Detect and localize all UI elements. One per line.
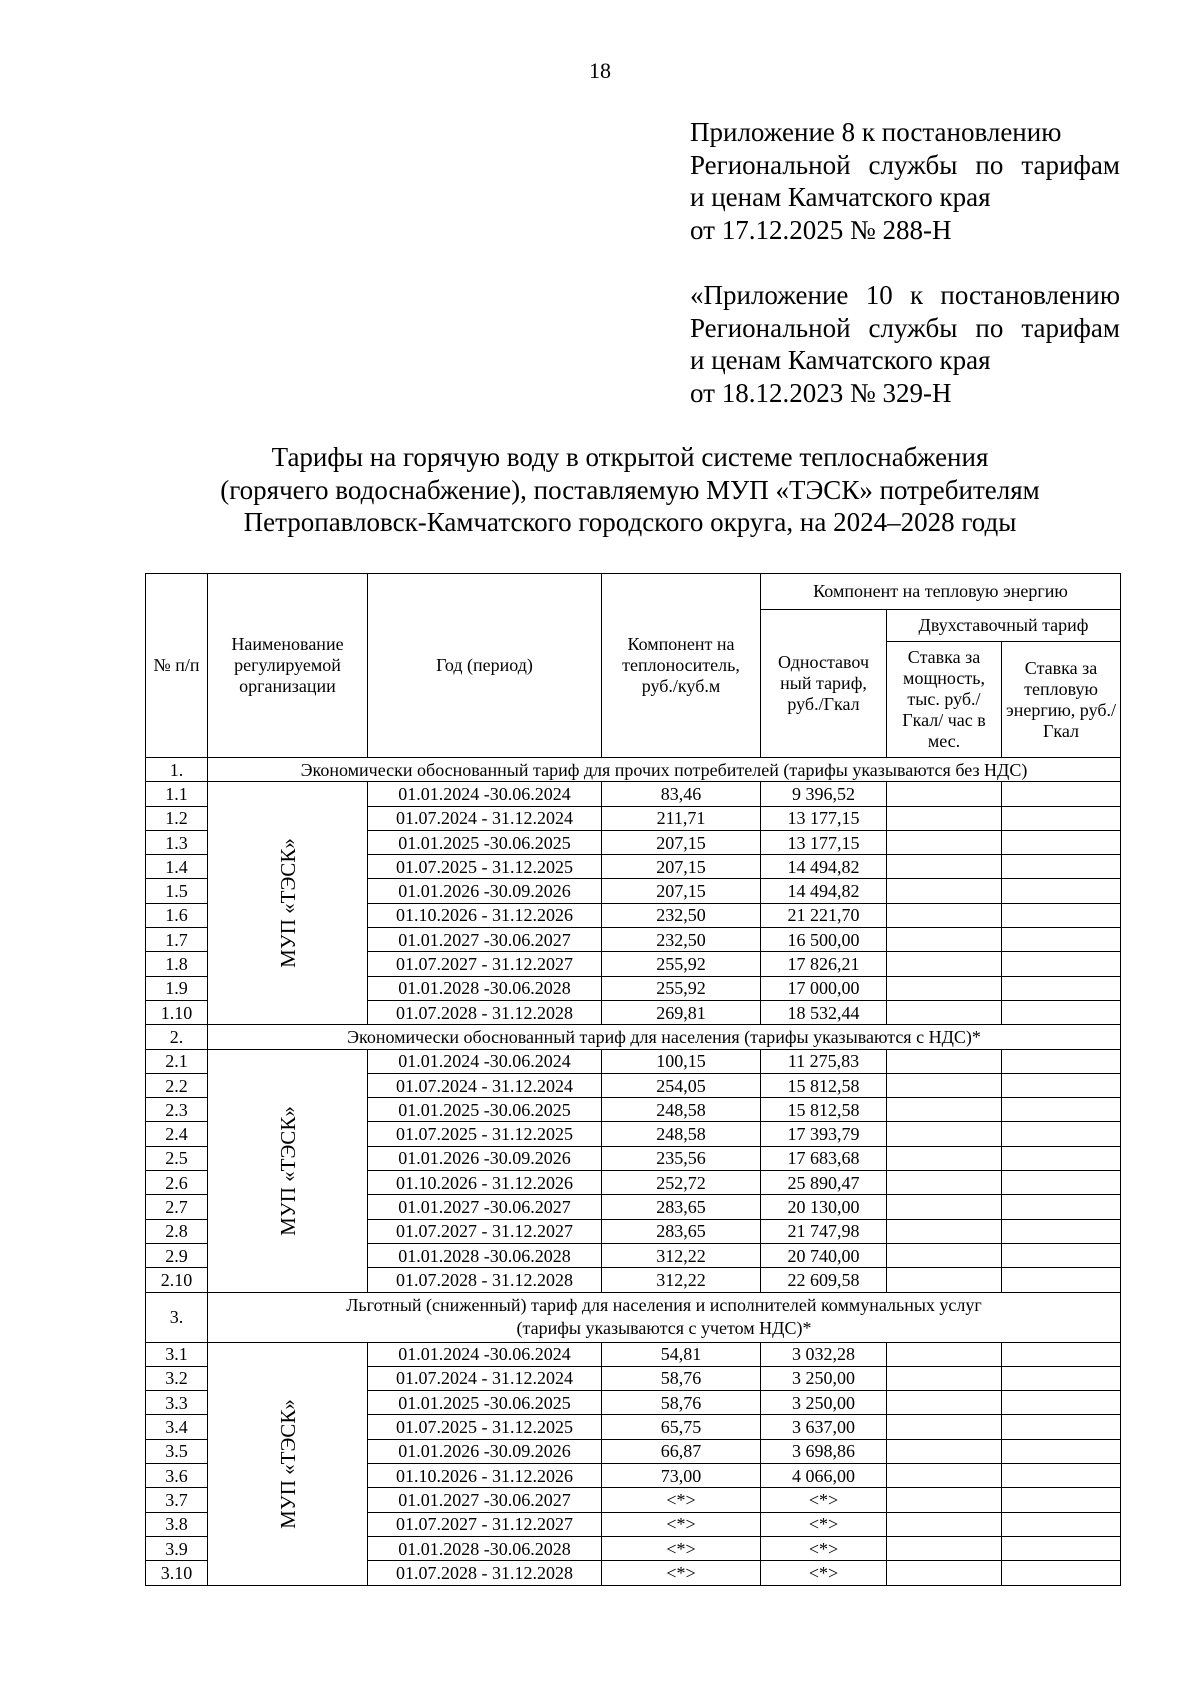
single-rate-cell: 16 500,00 xyxy=(761,928,887,952)
energy-rate-cell xyxy=(1002,1243,1121,1267)
single-rate-cell: 14 494,82 xyxy=(761,855,887,879)
appendix-8-line-2: Региональной службы по тарифам xyxy=(690,149,1120,180)
capacity-rate-cell xyxy=(887,1122,1002,1146)
energy-rate-cell xyxy=(1002,1488,1121,1512)
capacity-rate-cell xyxy=(887,1073,1002,1097)
carrier-component-cell: 100,15 xyxy=(602,1049,761,1073)
section-header-row xyxy=(146,1292,1121,1342)
single-rate-cell: 3 250,00 xyxy=(761,1366,887,1390)
single-rate-cell: 15 812,58 xyxy=(761,1073,887,1097)
row-number: 1.6 xyxy=(146,903,208,927)
period-cell: 01.01.2027 -30.06.2027 xyxy=(368,928,602,952)
period-cell: 01.01.2026 -30.09.2026 xyxy=(368,1146,602,1170)
energy-rate-cell xyxy=(1002,928,1121,952)
energy-rate-cell xyxy=(1002,1391,1121,1415)
title-line-2: (горячего водоснабжение), поставляемую МУП «ТЭСК» потребителям xyxy=(220,474,1040,505)
row-number: 3.1 xyxy=(146,1342,208,1366)
row-number: 2.10 xyxy=(146,1268,208,1292)
capacity-rate-cell xyxy=(887,928,1002,952)
header-period: Год (период) xyxy=(368,574,602,758)
organization-name: МУП «ТЭСК» xyxy=(275,1398,300,1529)
row-number: 3.7 xyxy=(146,1488,208,1512)
single-rate-cell: <*> xyxy=(761,1512,887,1536)
section-number: 1. xyxy=(146,758,208,782)
appendix-8-line-3: и ценам Камчатского края xyxy=(690,182,991,212)
energy-rate-cell xyxy=(1002,1439,1121,1463)
period-cell: 01.01.2027 -30.06.2027 xyxy=(368,1195,602,1219)
single-rate-cell: 17 000,00 xyxy=(761,976,887,1000)
period-cell: 01.01.2028 -30.06.2028 xyxy=(368,1536,602,1560)
carrier-component-cell: 66,87 xyxy=(602,1439,761,1463)
carrier-component-cell: 252,72 xyxy=(602,1171,761,1195)
energy-rate-cell xyxy=(1002,976,1121,1000)
appendix-10-header xyxy=(690,279,1120,409)
single-rate-cell: 4 066,00 xyxy=(761,1464,887,1488)
energy-rate-cell xyxy=(1002,1366,1121,1390)
capacity-rate-cell xyxy=(887,1000,1002,1024)
single-rate-cell: 25 890,47 xyxy=(761,1171,887,1195)
single-rate-cell: 21 221,70 xyxy=(761,903,887,927)
period-cell: 01.07.2024 - 31.12.2024 xyxy=(368,1073,602,1097)
period-cell: 01.07.2028 - 31.12.2028 xyxy=(368,1268,602,1292)
carrier-component-cell: 283,65 xyxy=(602,1195,761,1219)
single-rate-cell: 17 826,21 xyxy=(761,952,887,976)
capacity-rate-cell xyxy=(887,976,1002,1000)
appendix-8-header xyxy=(690,116,1120,246)
capacity-rate-cell xyxy=(887,1512,1002,1536)
single-rate-cell: 14 494,82 xyxy=(761,879,887,903)
period-cell: 01.01.2024 -30.06.2024 xyxy=(368,1342,602,1366)
single-rate-cell: <*> xyxy=(761,1488,887,1512)
carrier-component-cell: 65,75 xyxy=(602,1415,761,1439)
row-number: 2.2 xyxy=(146,1073,208,1097)
header-two-rate: Двухставочный тариф xyxy=(887,610,1121,642)
organization-name-cell xyxy=(208,782,368,1025)
period-cell: 01.01.2028 -30.06.2028 xyxy=(368,1243,602,1267)
energy-rate-cell xyxy=(1002,1415,1121,1439)
carrier-component-cell: 283,65 xyxy=(602,1219,761,1243)
energy-rate-cell xyxy=(1002,782,1121,806)
single-rate-cell: 3 250,00 xyxy=(761,1391,887,1415)
row-number: 3.9 xyxy=(146,1536,208,1560)
single-rate-cell: 3 032,28 xyxy=(761,1342,887,1366)
energy-rate-cell xyxy=(1002,1122,1121,1146)
period-cell: 01.07.2028 - 31.12.2028 xyxy=(368,1000,602,1024)
row-number: 1.7 xyxy=(146,928,208,952)
period-cell: 01.07.2027 - 31.12.2027 xyxy=(368,952,602,976)
period-cell: 01.07.2027 - 31.12.2027 xyxy=(368,1219,602,1243)
capacity-rate-cell xyxy=(887,830,1002,854)
row-number: 3.8 xyxy=(146,1512,208,1536)
capacity-rate-cell xyxy=(887,1049,1002,1073)
single-rate-cell: 9 396,52 xyxy=(761,782,887,806)
appendix-10-line-2: Региональной службы по тарифам xyxy=(690,312,1120,343)
row-number: 1.5 xyxy=(146,879,208,903)
period-cell: 01.10.2026 - 31.12.2026 xyxy=(368,1464,602,1488)
period-cell: 01.01.2026 -30.09.2026 xyxy=(368,879,602,903)
period-cell: 01.01.2025 -30.06.2025 xyxy=(368,1098,602,1122)
row-number: 2.5 xyxy=(146,1146,208,1170)
capacity-rate-cell xyxy=(887,1536,1002,1560)
section-number: 3. xyxy=(146,1292,208,1342)
carrier-component-cell: 255,92 xyxy=(602,976,761,1000)
period-cell: 01.07.2025 - 31.12.2025 xyxy=(368,1122,602,1146)
energy-rate-cell xyxy=(1002,1098,1121,1122)
section-title-line-2: (тарифы указываются с учетом НДС)* xyxy=(516,1318,812,1339)
energy-rate-cell xyxy=(1002,1146,1121,1170)
row-number: 1.9 xyxy=(146,976,208,1000)
capacity-rate-cell xyxy=(887,879,1002,903)
carrier-component-cell: 83,46 xyxy=(602,782,761,806)
energy-rate-cell xyxy=(1002,806,1121,830)
capacity-rate-cell xyxy=(887,1195,1002,1219)
energy-rate-cell xyxy=(1002,830,1121,854)
section-title: Экономически обоснованный тариф для прочих потребителей (тарифы указываются без НДС) xyxy=(208,758,1121,782)
row-number: 2.6 xyxy=(146,1171,208,1195)
energy-rate-cell xyxy=(1002,1171,1121,1195)
carrier-component-cell: 207,15 xyxy=(602,855,761,879)
row-number: 3.6 xyxy=(146,1464,208,1488)
row-number: 3.5 xyxy=(146,1439,208,1463)
appendix-10-line-3: и ценам Камчатского края xyxy=(690,345,991,375)
period-cell: 01.01.2024 -30.06.2024 xyxy=(368,1049,602,1073)
row-number: 1.2 xyxy=(146,806,208,830)
single-rate-cell: 15 812,58 xyxy=(761,1098,887,1122)
energy-rate-cell xyxy=(1002,1049,1121,1073)
single-rate-cell: 3 698,86 xyxy=(761,1439,887,1463)
carrier-component-cell: 254,05 xyxy=(602,1073,761,1097)
capacity-rate-cell xyxy=(887,1268,1002,1292)
carrier-component-cell: 248,58 xyxy=(602,1098,761,1122)
energy-rate-cell xyxy=(1002,1464,1121,1488)
carrier-component-cell: 312,22 xyxy=(602,1268,761,1292)
capacity-rate-cell xyxy=(887,1391,1002,1415)
period-cell: 01.01.2024 -30.06.2024 xyxy=(368,782,602,806)
table-body xyxy=(146,758,1121,1586)
energy-rate-cell xyxy=(1002,1536,1121,1560)
single-rate-cell: 3 637,00 xyxy=(761,1415,887,1439)
period-cell: 01.01.2028 -30.06.2028 xyxy=(368,976,602,1000)
energy-rate-cell xyxy=(1002,1268,1121,1292)
carrier-component-cell: 312,22 xyxy=(602,1243,761,1267)
section-header-row xyxy=(146,1025,1121,1049)
page-number: 18 xyxy=(589,58,611,83)
row-number: 3.10 xyxy=(146,1561,208,1585)
table-row xyxy=(146,1049,1121,1073)
tariff-table xyxy=(145,573,1121,1586)
single-rate-cell: 21 747,98 xyxy=(761,1219,887,1243)
carrier-component-cell: 211,71 xyxy=(602,806,761,830)
row-number: 3.3 xyxy=(146,1391,208,1415)
capacity-rate-cell xyxy=(887,806,1002,830)
single-rate-cell: 18 532,44 xyxy=(761,1000,887,1024)
capacity-rate-cell xyxy=(887,1464,1002,1488)
row-number: 1.1 xyxy=(146,782,208,806)
organization-name: МУП «ТЭСК» xyxy=(275,838,300,969)
header-single-rate: Одноставоч ный тариф, руб./Гкал xyxy=(761,610,887,758)
row-number: 2.4 xyxy=(146,1122,208,1146)
energy-rate-cell xyxy=(1002,1512,1121,1536)
single-rate-cell: 13 177,15 xyxy=(761,830,887,854)
carrier-component-cell: <*> xyxy=(602,1512,761,1536)
table-header xyxy=(146,574,1121,758)
period-cell: 01.07.2025 - 31.12.2025 xyxy=(368,1415,602,1439)
single-rate-cell: 13 177,15 xyxy=(761,806,887,830)
capacity-rate-cell xyxy=(887,1366,1002,1390)
period-cell: 01.07.2024 - 31.12.2024 xyxy=(368,806,602,830)
title-line-1: Тарифы на горячую воду в открытой системе теплоснабжения xyxy=(271,442,989,472)
carrier-component-cell: 54,81 xyxy=(602,1342,761,1366)
title-line-3: Петропавловск-Камчатского городского округа, на 2024–2028 годы xyxy=(243,507,1017,537)
section-title xyxy=(208,1292,1121,1342)
row-number: 3.2 xyxy=(146,1366,208,1390)
energy-rate-cell xyxy=(1002,903,1121,927)
single-rate-cell: 17 683,68 xyxy=(761,1146,887,1170)
row-number: 1.10 xyxy=(146,1000,208,1024)
capacity-rate-cell xyxy=(887,855,1002,879)
energy-rate-cell xyxy=(1002,1000,1121,1024)
single-rate-cell: 22 609,58 xyxy=(761,1268,887,1292)
document-title xyxy=(140,441,1120,539)
single-rate-cell: <*> xyxy=(761,1536,887,1560)
single-rate-cell: 11 275,83 xyxy=(761,1049,887,1073)
carrier-component-cell: 232,50 xyxy=(602,903,761,927)
organization-name: МУП «ТЭСК» xyxy=(275,1105,300,1236)
section-title: Экономически обоснованный тариф для населения (тарифы указываются с НДС)* xyxy=(208,1025,1121,1049)
period-cell: 01.07.2028 - 31.12.2028 xyxy=(368,1561,602,1585)
energy-rate-cell xyxy=(1002,879,1121,903)
header-heat-component: Компонент на тепловую энергию xyxy=(761,574,1121,610)
capacity-rate-cell xyxy=(887,1439,1002,1463)
energy-rate-cell xyxy=(1002,1561,1121,1585)
carrier-component-cell: <*> xyxy=(602,1536,761,1560)
capacity-rate-cell xyxy=(887,1243,1002,1267)
row-number: 2.3 xyxy=(146,1098,208,1122)
row-number: 2.7 xyxy=(146,1195,208,1219)
carrier-component-cell: 58,76 xyxy=(602,1391,761,1415)
single-rate-cell: 17 393,79 xyxy=(761,1122,887,1146)
capacity-rate-cell xyxy=(887,782,1002,806)
row-number: 3.4 xyxy=(146,1415,208,1439)
carrier-component-cell: 207,15 xyxy=(602,830,761,854)
row-number: 2.9 xyxy=(146,1243,208,1267)
carrier-component-cell: 255,92 xyxy=(602,952,761,976)
header-carrier-component: Компонент на теплоноситель, руб./куб.м xyxy=(602,574,761,758)
organization-name-cell xyxy=(208,1342,368,1585)
row-number: 2.8 xyxy=(146,1219,208,1243)
carrier-component-cell: 232,50 xyxy=(602,928,761,952)
period-cell: 01.10.2026 - 31.12.2026 xyxy=(368,903,602,927)
carrier-component-cell: 235,56 xyxy=(602,1146,761,1170)
capacity-rate-cell xyxy=(887,1415,1002,1439)
row-number: 1.4 xyxy=(146,855,208,879)
carrier-component-cell: 73,00 xyxy=(602,1464,761,1488)
carrier-component-cell: 269,81 xyxy=(602,1000,761,1024)
capacity-rate-cell xyxy=(887,952,1002,976)
energy-rate-cell xyxy=(1002,1219,1121,1243)
row-number: 1.3 xyxy=(146,830,208,854)
period-cell: 01.10.2026 - 31.12.2026 xyxy=(368,1171,602,1195)
capacity-rate-cell xyxy=(887,1561,1002,1585)
header-energy-rate: Ставка за тепловую энергию, руб./Гкал xyxy=(1002,642,1121,758)
capacity-rate-cell xyxy=(887,1171,1002,1195)
energy-rate-cell xyxy=(1002,1195,1121,1219)
appendix-8-line-1: Приложение 8 к постановлению xyxy=(690,117,1062,147)
header-capacity-rate: Ставка за мощность, тыс. руб./Гкал/ час в мес. xyxy=(887,642,1002,758)
energy-rate-cell xyxy=(1002,952,1121,976)
header-num: № п/п xyxy=(146,574,208,758)
section-header-row xyxy=(146,758,1121,782)
organization-name-cell xyxy=(208,1049,368,1292)
table-row xyxy=(146,1342,1121,1366)
single-rate-cell: 20 130,00 xyxy=(761,1195,887,1219)
capacity-rate-cell xyxy=(887,1488,1002,1512)
capacity-rate-cell xyxy=(887,1146,1002,1170)
period-cell: 01.07.2025 - 31.12.2025 xyxy=(368,855,602,879)
period-cell: 01.01.2026 -30.09.2026 xyxy=(368,1439,602,1463)
section-title-line-1: Льготный (сниженный) тариф для населения и исполнителей коммунальных услуг xyxy=(346,1295,982,1316)
carrier-component-cell: 58,76 xyxy=(602,1366,761,1390)
row-number: 1.8 xyxy=(146,952,208,976)
capacity-rate-cell xyxy=(887,1098,1002,1122)
energy-rate-cell xyxy=(1002,1342,1121,1366)
carrier-component-cell: <*> xyxy=(602,1561,761,1585)
carrier-component-cell: 207,15 xyxy=(602,879,761,903)
period-cell: 01.01.2025 -30.06.2025 xyxy=(368,1391,602,1415)
period-cell: 01.07.2027 - 31.12.2027 xyxy=(368,1512,602,1536)
carrier-component-cell: 248,58 xyxy=(602,1122,761,1146)
capacity-rate-cell xyxy=(887,1219,1002,1243)
single-rate-cell: 20 740,00 xyxy=(761,1243,887,1267)
appendix-10-line-1: «Приложение 10 к постановлению xyxy=(690,280,1120,310)
capacity-rate-cell xyxy=(887,903,1002,927)
period-cell: 01.01.2025 -30.06.2025 xyxy=(368,830,602,854)
period-cell: 01.07.2024 - 31.12.2024 xyxy=(368,1366,602,1390)
period-cell: 01.01.2027 -30.06.2027 xyxy=(368,1488,602,1512)
section-number: 2. xyxy=(146,1025,208,1049)
carrier-component-cell: <*> xyxy=(602,1488,761,1512)
capacity-rate-cell xyxy=(887,1342,1002,1366)
header-org: Наименование регулируемой организации xyxy=(208,574,368,758)
appendix-10-line-4: от 18.12.2023 № 329-Н xyxy=(690,377,952,408)
energy-rate-cell xyxy=(1002,1073,1121,1097)
appendix-8-line-4: от 17.12.2025 № 288-Н xyxy=(690,214,952,245)
table-row xyxy=(146,782,1121,806)
single-rate-cell: <*> xyxy=(761,1561,887,1585)
row-number: 2.1 xyxy=(146,1049,208,1073)
energy-rate-cell xyxy=(1002,855,1121,879)
